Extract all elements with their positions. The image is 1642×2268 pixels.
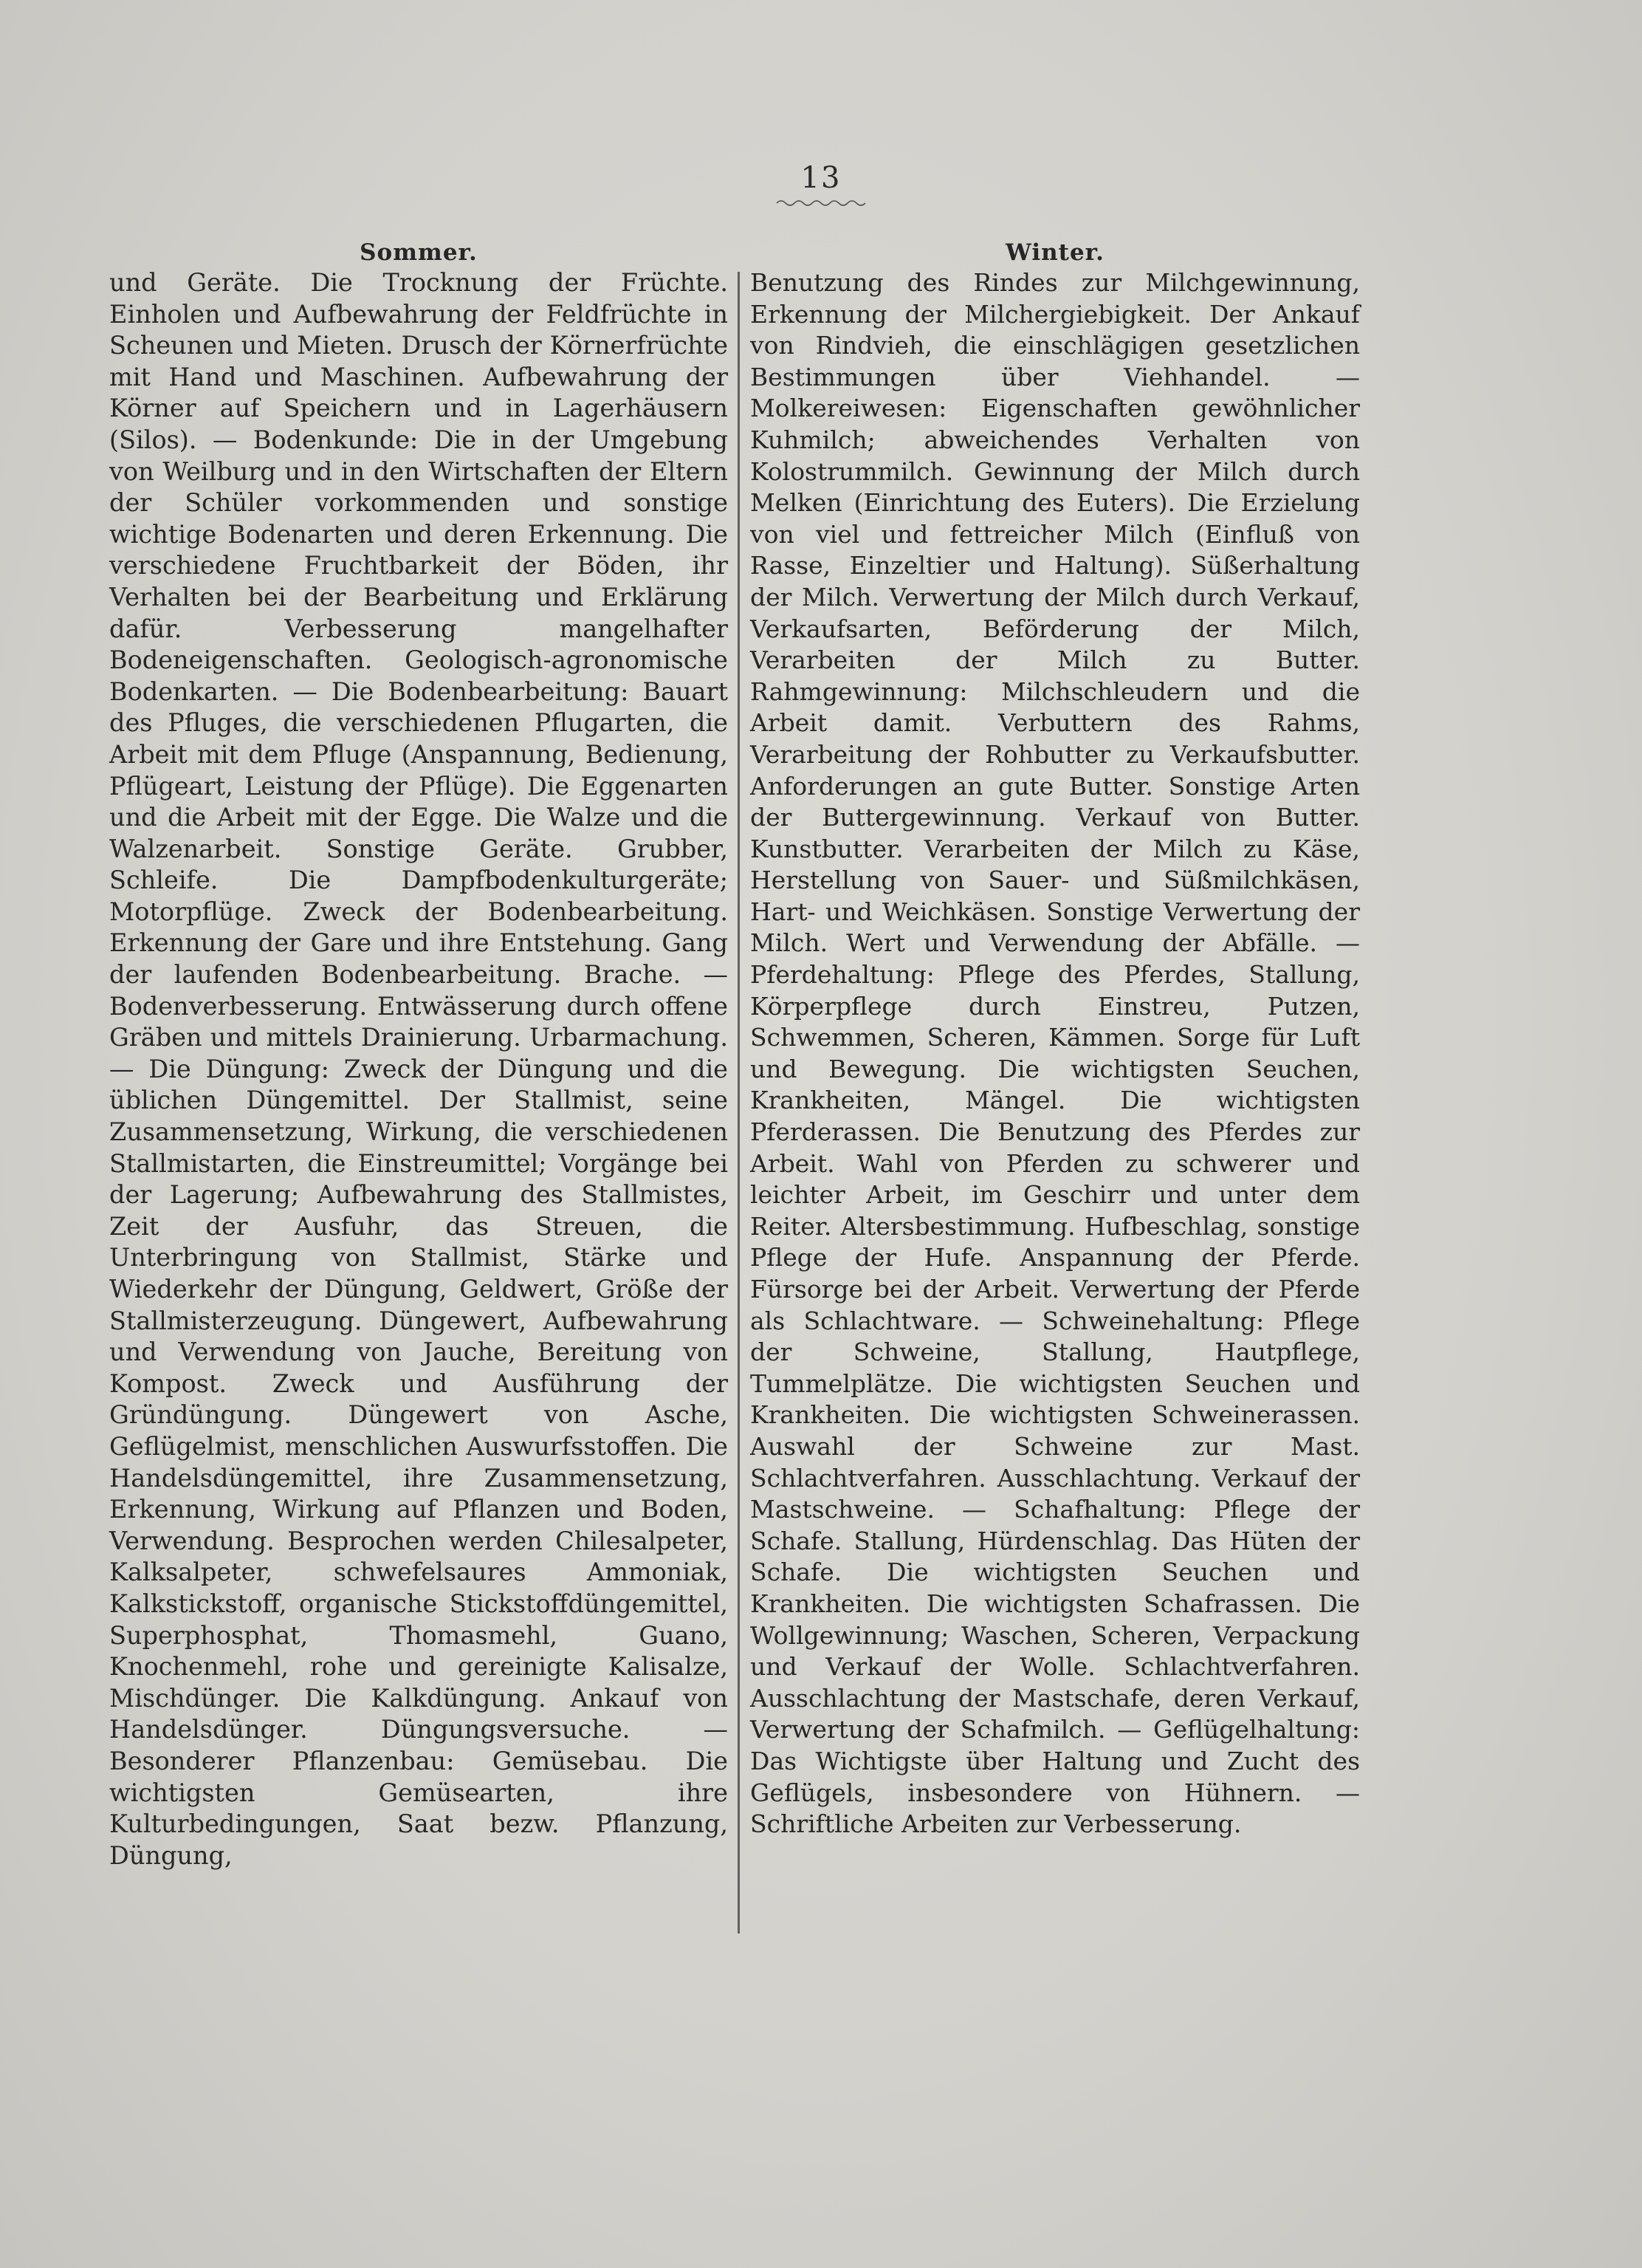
ornament-divider <box>775 198 867 208</box>
winter-text <box>750 267 1360 1840</box>
summer-heading: Sommer. <box>360 239 478 266</box>
winter-heading: Winter. <box>1006 239 1105 266</box>
page-number: 13 <box>800 161 842 195</box>
column-divider <box>738 272 740 1933</box>
summer-text <box>109 267 728 1871</box>
summer-paragraph: und Geräte. Die Trocknung der Früchte. Einholen und Aufbewahrung der Feldfrüchte in Scheunen und Mieten. Drusch der Körnerfrüchte mit Hand und Maschinen. Aufbewahrung der Körner auf Speichern und in Lagerhäusern (Silos). — Bodenkunde: Die in der Umgebung von Weilburg und in den Wirtschaften der Eltern der Schüler vorkommenden und sonstige wichtige Bodenarten und deren Erkennung. Die verschiedene Fruchtbarkeit der Böden, ihr Verhalten bei der Bearbeitung und Erklärung dafür. Verbesserung mangelhafter Bodeneigenschaften. Geologisch-agronomische Bodenkarten. — Die Bodenbearbeitung: Bauart des Pfluges, die verschiedenen Pflugarten, die Arbeit mit dem Pfluge (Anspannung, Bedienung, Pflügeart, Leistung der Pflüge). Die Eggenarten und die Arbeit mit der Egge. Die Walze und die Walzenarbeit. Sonstige Geräte. Grubber, Schleife. Die Dampfbodenkulturgeräte; Motorpflüge. Zweck der Bodenbearbeitung. Erkennung der Gare und ihre Entstehung. Gang der laufenden Bodenbearbeitung. Brache. — Bodenverbesserung. Entwässerung durch offene Gräben und mittels Drainierung. Urbarmachung. — Die Düngung: Zweck der Düngung und die üblichen Düngemittel. Der Stallmist, seine Zusammensetzung, Wirkung, die verschiedenen Stallmistarten, die Einstreumittel; Vorgänge bei der Lagerung; Aufbewahrung des Stallmistes, Zeit der Ausfuhr, das Streuen, die Unterbringung von Stallmist, Stärke und Wiederkehr der Düngung, Geldwert, Größe der Stallmisterzeugung. Düngewert, Aufbewahrung und Verwendung von Jauche, Bereitung von Kompost. Zweck und Ausführung der Gründüngung. Düngewert von Asche, Geflügelmist, menschlichen Auswurfsstoffen. Die Handelsdüngemittel, ihre Zusammensetzung, Erkennung, Wirkung auf Pflanzen und Boden, Verwendung. Besprochen werden Chilesalpeter, Kalksalpeter, schwefelsaures Ammoniak, Kalkstickstoff, organische Stickstoffdüngemittel, Superphosphat, Thomasmehl, Guano, Knochenmehl, rohe und gereinigte Kalisalze, Mischdünger. Die Kalkdüngung. Ankauf von Handelsdünger. Düngungsversuche. — Besonderer Pflanzenbau: Gemüsebau. Die wichtigsten Gemüsearten, ihre Kulturbedingungen, Saat bezw. Pflanzung, Düngung, <box>109 268 728 1870</box>
summer-column <box>109 238 728 1871</box>
winter-column <box>750 238 1360 1840</box>
winter-paragraph: Benutzung des Rindes zur Milchgewinnung, Erkennung der Milchergiebigkeit. Der Ankauf von Rindvieh, die einschlägigen gesetzlichen Bestimmungen über Viehhandel. — Molkereiwesen: Eigenschaften gewöhnlicher Kuhmilch; abweichendes Verhalten von Kolostrummilch. Gewinnung der Milch durch Melken (Einrichtung des Euters). Die Erzielung von viel und fettreicher Milch (Einfluß von Rasse, Einzeltier und Haltung). Süßerhaltung der Milch. Verwertung der Milch durch Verkauf, Verkaufsarten, Beförderung der Milch, Verarbeiten der Milch zu Butter. Rahmgewinnung: Milchschleudern und die Arbeit damit. Verbuttern des Rahms, Verarbeitung der Rohbutter zu Verkaufsbutter. Anforderungen an gute Butter. Sonstige Arten der Buttergewinnung. Verkauf von Butter. Kunstbutter. Verarbeiten der Milch zu Käse, Herstellung von Sauer- und Süßmilchkäsen, Hart- und Weichkäsen. Sonstige Verwertung der Milch. Wert und Verwendung der Abfälle. — Pferdehaltung: Pflege des Pferdes, Stallung, Körperpflege durch Einstreu, Putzen, Schwemmen, Scheren, Kämmen. Sorge für Luft und Bewegung. Die wichtigsten Seuchen, Krankheiten, Mängel. Die wichtigsten Pferderassen. Die Benutzung des Pferdes zur Arbeit. Wahl von Pferden zu schwerer und leichter Arbeit, im Geschirr und unter dem Reiter. Altersbestimmung. Hufbeschlag, sonstige Pflege der Hufe. Anspannung der Pferde. Fürsorge bei der Arbeit. Verwertung der Pferde als Schlachtware. — Schweinehaltung: Pflege der Schweine, Stallung, Hautpflege, Tummelplätze. Die wichtigsten Seuchen und Krankheiten. Die wichtigsten Schweinerassen. Auswahl der Schweine zur Mast. Schlachtverfahren. Ausschlachtung. Verkauf der Mastschweine. — Schafhaltung: Pflege der Schafe. Stallung, Hürdenschlag. Das Hüten der Schafe. Die wichtigsten Seuchen und Krankheiten. Die wichtigsten Schafrassen. Die Wollgewinnung; Waschen, Scheren, Verpackung und Verkauf der Wolle. Schlachtverfahren. Ausschlachtung der Mastschafe, deren Verkauf, Verwertung der Schafmilch. — Geflügelhaltung: Das Wichtigste über Haltung und Zucht des Geflügels, insbesondere von Hühnern. — Schriftliche Arbeiten zur Verbesserung. <box>750 268 1360 1839</box>
